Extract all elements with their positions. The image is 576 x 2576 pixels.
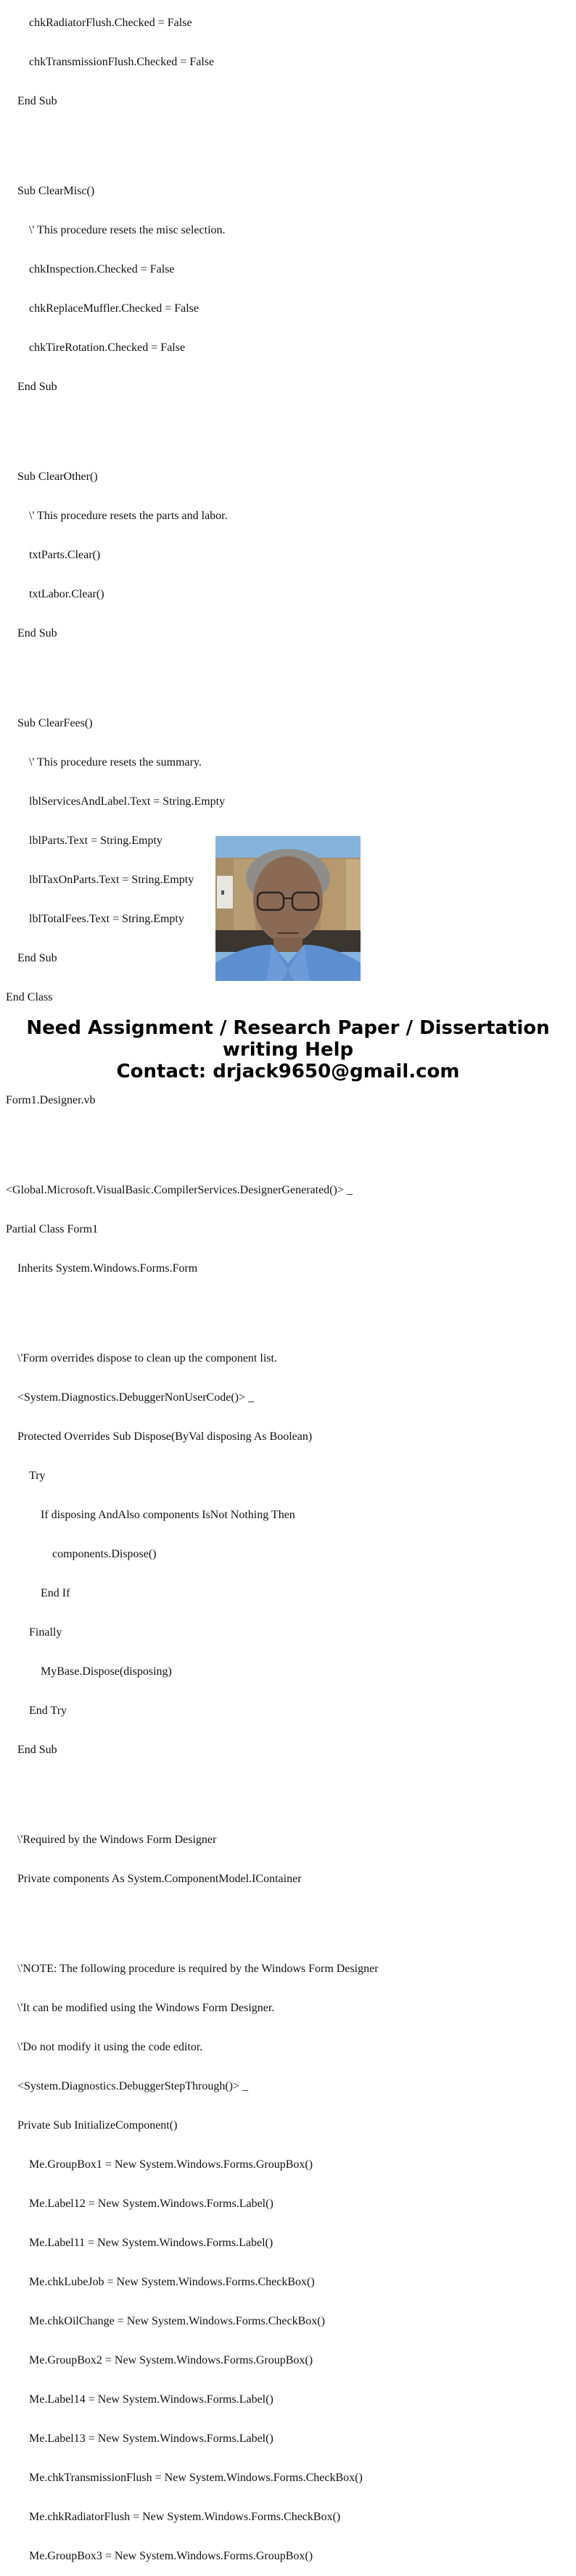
code-line: MyBase.Dispose(disposing): [41, 1665, 172, 1678]
code-line: chkTransmissionFlush.Checked = False: [29, 56, 215, 68]
promo-line-1: Need Assignment / Research Paper / Dissertation: [26, 1017, 550, 1039]
sub-initialize-component: Private Sub InitializeComponent(): [17, 2119, 178, 2132]
code-comment: \' This procedure resets the parts and labor.: [29, 510, 228, 522]
promo-contact: Contact: drjack9650@gmail.com: [116, 1061, 460, 1082]
portrait-image: [215, 836, 361, 981]
sub-clear-fees: Sub ClearFees(): [17, 717, 93, 729]
code-line: chkTireRotation.Checked = False: [29, 341, 186, 354]
code-line: lblTaxOnParts.Text = String.Empty: [29, 874, 194, 886]
code-line: Me.Label12 = New System.Windows.Forms.Label(): [29, 2198, 273, 2210]
code-line: lblServicesAndLabel.Text = String.Empty: [29, 795, 226, 808]
code-line: Me.Label11 = New System.Windows.Forms.Label(): [29, 2237, 273, 2249]
code-line: End Sub: [17, 381, 57, 393]
code-attribute: <Global.Microsoft.VisualBasic.CompilerServices.DesignerGenerated()> _: [6, 1184, 353, 1196]
code-line: Me.GroupBox3 = New System.Windows.Forms.GroupBox(): [29, 2550, 313, 2562]
code-line: Me.chkLubeJob = New System.Windows.Forms.CheckBox(): [29, 2276, 315, 2288]
code-comment: \'It can be modified using the Windows Form Designer.: [17, 2002, 275, 2014]
avatar: [215, 836, 361, 981]
code-line: Me.chkTransmissionFlush = New System.Windows.Forms.CheckBox(): [29, 2472, 363, 2484]
code-attribute: <System.Diagnostics.DebuggerStepThrough()> _: [17, 2080, 248, 2092]
code-line: chkInspection.Checked = False: [29, 263, 175, 276]
code-attribute: <System.Diagnostics.DebuggerNonUserCode()> _: [17, 1391, 254, 1404]
code-line: End Try: [29, 1705, 67, 1717]
code-comment: \' This procedure resets the summary.: [29, 756, 202, 769]
promo-line-2: writing Help: [222, 1039, 354, 1061]
code-comment: \'Do not modify it using the code editor.: [17, 2041, 203, 2053]
code-comment: \'Required by the Windows Form Designer: [17, 1834, 217, 1846]
code-line: Me.Label13 = New System.Windows.Forms.Label(): [29, 2432, 273, 2445]
code-line: End Sub: [17, 627, 57, 639]
code-comment: \'NOTE: The following procedure is required by the Windows Form Designer: [17, 1963, 379, 1975]
file-heading: Form1.Designer.vb: [6, 1094, 96, 1106]
code-line: End Sub: [17, 95, 57, 107]
code-line: Inherits System.Windows.Forms.Form: [17, 1262, 198, 1275]
code-line: lblParts.Text = String.Empty: [29, 834, 162, 847]
promo-banner: [0, 1017, 576, 1082]
code-line: txtParts.Clear(): [29, 549, 101, 561]
sub-clear-other: Sub ClearOther(): [17, 471, 98, 483]
code-line: chkReplaceMuffler.Checked = False: [29, 302, 199, 315]
sub-clear-misc: Sub ClearMisc(): [17, 185, 95, 197]
code-line: lblTotalFees.Text = String.Empty: [29, 913, 184, 925]
code-line: Private components As System.ComponentModel.IContainer: [17, 1873, 302, 1885]
code-line: Me.GroupBox1 = New System.Windows.Forms.GroupBox(): [29, 2158, 313, 2171]
code-comment: \'Form overrides dispose to clean up the component list.: [17, 1352, 277, 1364]
code-line: components.Dispose(): [52, 1548, 157, 1560]
code-line: End Sub: [17, 1744, 57, 1756]
code-line: Finally: [29, 1626, 62, 1639]
code-line: Try: [29, 1470, 46, 1482]
code-line: End If: [41, 1587, 70, 1599]
code-line: Me.chkRadiatorFlush = New System.Windows.Forms.CheckBox(): [29, 2511, 341, 2523]
code-document: [6, 0, 572, 2576]
class-declaration: Partial Class Form1: [6, 1223, 99, 1235]
code-line: End Sub: [17, 952, 57, 964]
sub-dispose: Protected Overrides Sub Dispose(ByVal disposing As Boolean): [17, 1430, 313, 1443]
code-line: End Class: [6, 991, 53, 1003]
code-line: If disposing AndAlso components IsNot Nothing Then: [41, 1509, 295, 1521]
code-line: Me.chkOilChange = New System.Windows.Forms.CheckBox(): [29, 2315, 325, 2327]
code-comment: \' This procedure resets the misc selection.: [29, 224, 226, 236]
code-line: chkRadiatorFlush.Checked = False: [29, 17, 192, 29]
code-line: Me.GroupBox2 = New System.Windows.Forms.GroupBox(): [29, 2354, 313, 2366]
code-line: txtLabor.Clear(): [29, 588, 104, 600]
code-line: Me.Label14 = New System.Windows.Forms.Label(): [29, 2393, 273, 2406]
